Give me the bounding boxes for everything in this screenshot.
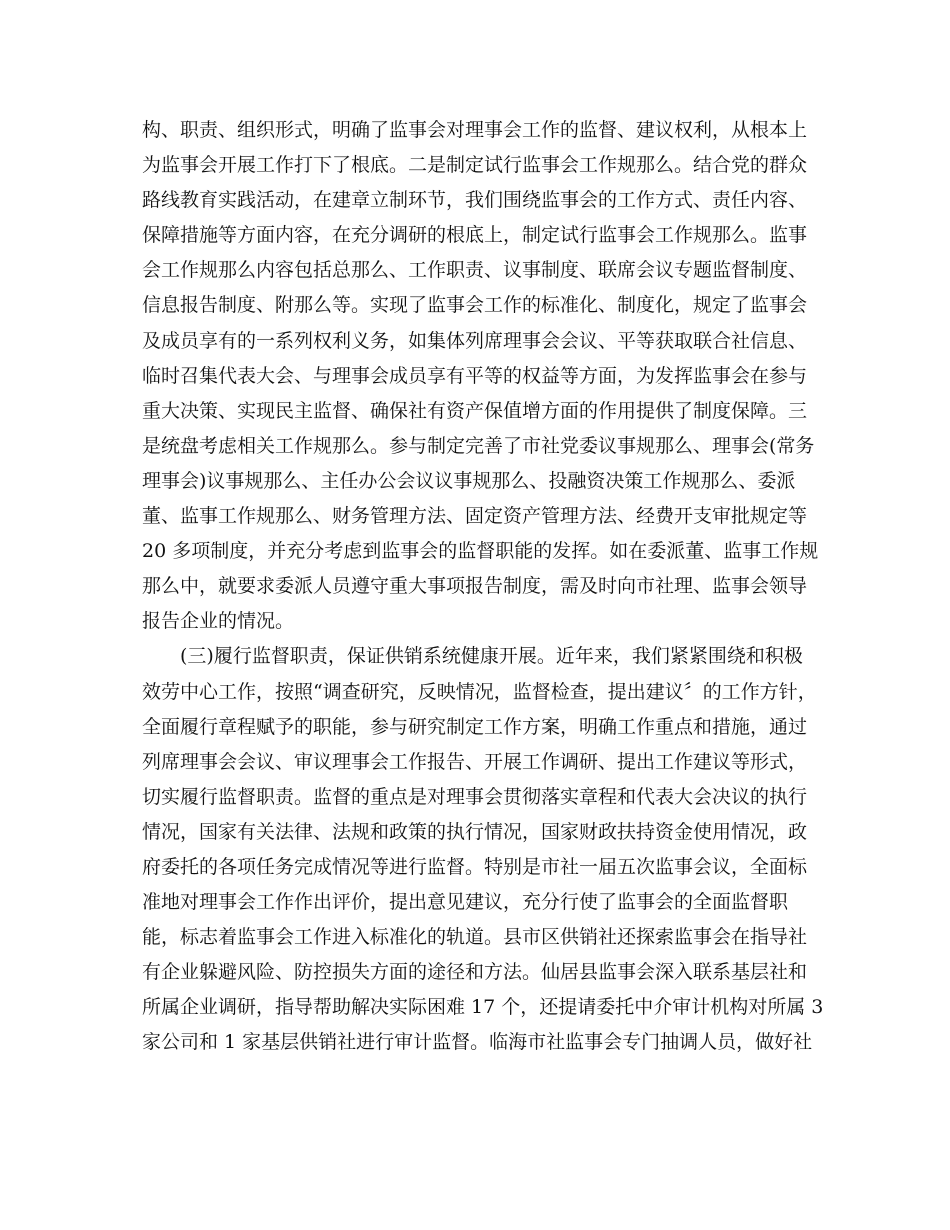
text-line: 会工作规那么内容包括总那么、工作职责、议事制度、联席会议专题监督制度、 xyxy=(142,259,808,282)
text-line: 有企业躲避风险、防控损失方面的途径和方法。仙居县监事会深入联系基层社和 xyxy=(142,961,808,984)
text-line: 重大决策、实现民主监督、确保社有资产保值增方面的作用提供了制度保障。三 xyxy=(142,399,808,422)
text-line: 保障措施等方面内容，在充分调研的根底上，制定试行监事会工作规那么。监事 xyxy=(142,224,808,247)
text-line: 为监事会开展工作打下了根底。二是制定试行监事会工作规那么。结合党的群众 xyxy=(142,154,808,177)
text-line: 准地对理事会工作作出评价，提出意见建议，充分行使了监事会的全面监督职 xyxy=(142,891,789,914)
text-line: 那么中，就要求委派人员遵守重大事项报告制度，需及时向市社理、监事会领导 xyxy=(142,575,808,598)
text-line: 列席理事会会议、审议理事会工作报告、开展工作调研、提出工作建议等形式， xyxy=(142,750,808,773)
text-line: 切实履行监督职责。监督的重点是对理事会贯彻落实章程和代表大会决议的执行 xyxy=(142,785,808,808)
text-line: 董、监事工作规那么、财务管理方法、固定资产管理方法、经费开支审批规定等 xyxy=(142,505,808,528)
text-line: 全面履行章程赋予的职能，参与研究制定工作方案，明确工作重点和措施，通过 xyxy=(142,715,808,738)
text-line: 信息报告制度、附那么等。实现了监事会工作的标准化、制度化，规定了监事会 xyxy=(142,294,808,317)
text-line: 情况，国家有关法律、法规和政策的执行情况，国家财政扶持资金使用情况，政 xyxy=(142,820,808,843)
text-line: 效劳中心工作，按照“调查研究，反映情况，监督检查，提出建议〞的工作方针， xyxy=(142,680,817,703)
text-line: 报告企业的情况。 xyxy=(142,610,295,633)
text-line: 20 多项制度，并充分考虑到监事会的监督职能的发挥。如在委派董、监事工作规 xyxy=(142,540,819,563)
document-body xyxy=(142,113,824,1061)
paragraph-1 xyxy=(142,113,819,639)
text-line: 理事会)议事规那么、主任办公会议议事规那么、投融资决策工作规那么、委派 xyxy=(142,469,796,492)
text-line: 构、职责、组织形式，明确了监事会对理事会工作的监督、建议权利，从根本上 xyxy=(142,119,808,141)
text-line-indented: (三)履行监督职责，保证供销系统健康开展。近年来，我们紧紧围绕和积极 xyxy=(180,645,803,668)
paragraph-2 xyxy=(142,639,824,1060)
text-line: 家公司和 1 家基层供销社进行审计监督。临海市社监事会专门抽调人员，做好社 xyxy=(142,1031,813,1054)
text-line: 临时召集代表大会、与理事会成员享有平等的权益等方面，为发挥监事会在参与 xyxy=(142,364,808,387)
text-line: 能，标志着监事会工作进入标准化的轨道。县市区供销社还探索监事会在指导社 xyxy=(142,926,808,949)
text-line: 府委托的各项任务完成情况等进行监督。特别是市社一届五次监事会议，全面标 xyxy=(142,855,808,878)
text-line: 及成员享有的一系列权利义务，如集体列席理事会会议、平等获取联合社信息、 xyxy=(142,329,808,352)
text-line: 是统盘考虑相关工作规那么。参与制定完善了市社党委议事规那么、理事会(常务 xyxy=(142,434,815,457)
text-line: 所属企业调研，指导帮助解决实际困难 17 个，还提请委托中介审计机构对所属 3 xyxy=(142,996,824,1019)
text-line: 路线教育实践活动，在建章立制环节，我们围绕监事会的工作方式、责任内容、 xyxy=(142,189,808,212)
